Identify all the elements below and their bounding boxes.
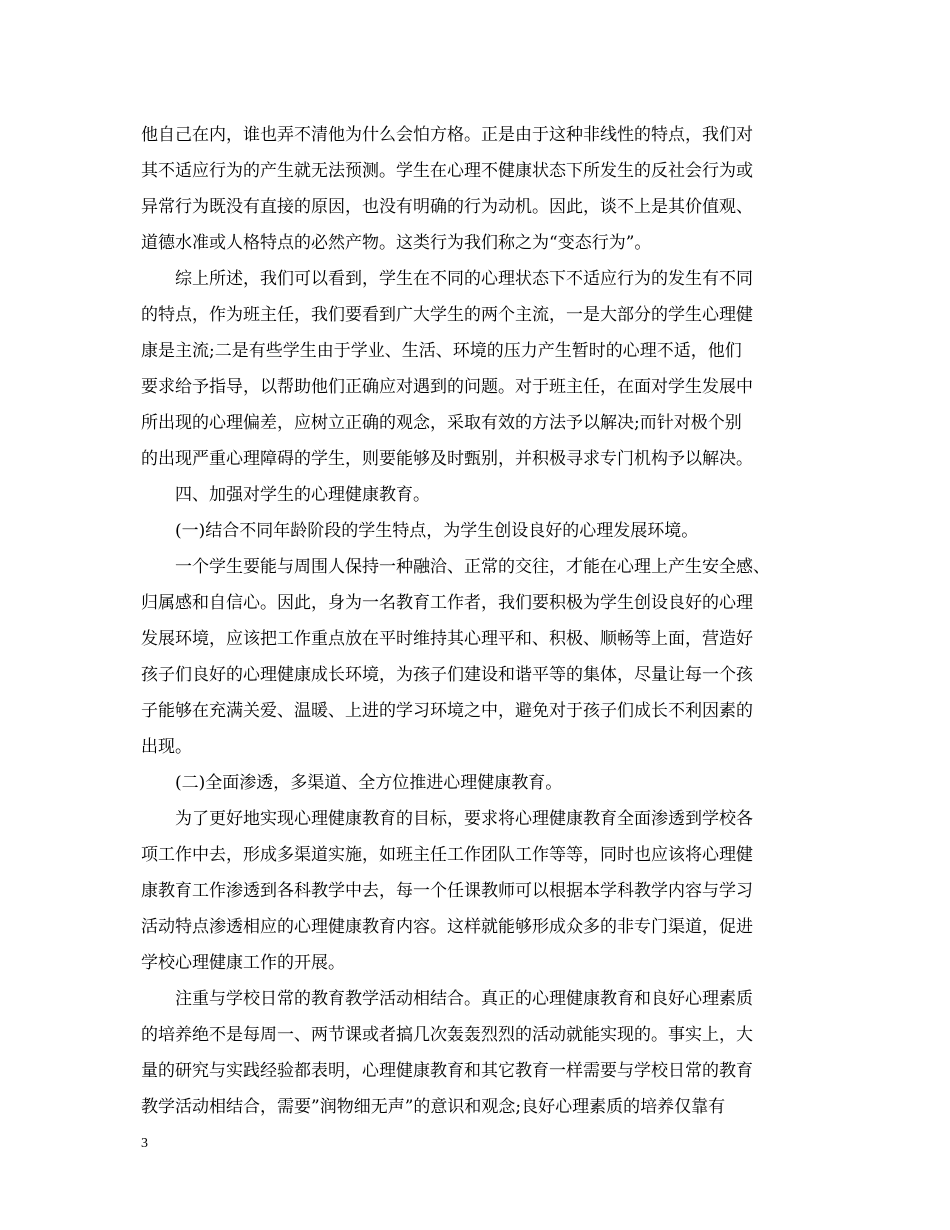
text-line: 其不适应行为的产生就无法预测。学生在心理不健康状态下所发生的反社会行为或 xyxy=(141,161,753,181)
text-line: 孩子们良好的心理健康成长环境，为孩子们建设和谐平等的集体，尽量让每一个孩 xyxy=(141,665,753,685)
text-line: 活动特点渗透相应的心理健康教育内容。这样就能够形成众多的非专门渠道，促进 xyxy=(141,917,753,937)
text-line: 康教育工作渗透到各科教学中去，每一个任课教师可以根据本学科教学内容与学习 xyxy=(141,881,753,901)
text-line: 一个学生要能与周围人保持一种融洽、正常的交往，才能在心理上产生安全感、 xyxy=(175,557,770,577)
text-line: 教学活动相结合，需要”润物细无声”的意识和观念;良好心理素质的培养仅靠有 xyxy=(141,1097,726,1117)
text-line: (二)全面渗透，多渠道、全方位推进心理健康教育。 xyxy=(175,773,563,793)
text-line: 子能够在充满关爱、温暖、上进的学习环境之中，避免对于孩子们成长不利因素的 xyxy=(141,701,753,721)
text-line: 异常行为既没有直接的原因，也没有明确的行为动机。因此，谈不上是其价值观、 xyxy=(141,197,753,217)
text-line: 的出现严重心理障碍的学生，则要能够及时甄别，并积极寻求专门机构予以解决。 xyxy=(141,449,753,469)
text-line: 的培养绝不是每周一、两节课或者搞几次轰轰烈烈的活动就能实现的。事实上，大 xyxy=(141,1025,753,1045)
text-line: 注重与学校日常的教育教学活动相结合。真正的心理健康教育和良好心理素质 xyxy=(175,989,753,1009)
text-line: 归属感和自信心。因此，身为一名教育工作者，我们要积极为学生创设良好的心理 xyxy=(141,593,753,613)
text-line: 的特点，作为班主任，我们要看到广大学生的两个主流，一是大部分的学生心理健 xyxy=(141,305,753,325)
text-line: 道德水准或人格特点的必然产物。这类行为我们称之为“变态行为”。 xyxy=(141,233,652,253)
text-line: 出现。 xyxy=(141,737,192,757)
document-body xyxy=(141,117,823,1125)
text-line: 项工作中去，形成多渠道实施，如班主任工作团队工作等等，同时也应该将心理健 xyxy=(141,845,753,865)
text-line: (一)结合不同年龄阶段的学生特点，为学生创设良好的心理发展环境。 xyxy=(175,521,699,541)
text-line: 他自己在内，谁也弄不清他为什么会怕方格。正是由于这种非线性的特点，我们对 xyxy=(141,125,753,145)
text-line: 量的研究与实践经验都表明，心理健康教育和其它教育一样需要与学校日常的教育 xyxy=(141,1061,753,1081)
text-line: 要求给予指导，以帮助他们正确应对遇到的问题。对于班主任，在面对学生发展中 xyxy=(141,377,753,397)
text-line: 康是主流;二是有些学生由于学业、生活、环境的压力产生暂时的心理不适，他们 xyxy=(141,341,742,361)
page-number: 3 xyxy=(141,1136,148,1151)
text-line: 发展环境，应该把工作重点放在平时维持其心理平和、积极、顺畅等上面，营造好 xyxy=(141,629,753,649)
text-line: 为了更好地实现心理健康教育的目标，要求将心理健康教育全面渗透到学校各 xyxy=(175,809,753,829)
text-line: 综上所述，我们可以看到，学生在不同的心理状态下不适应行为的发生有不同 xyxy=(175,269,753,289)
text-line: 四、加强对学生的心理健康教育。 xyxy=(175,485,430,505)
text-line: 学校心理健康工作的开展。 xyxy=(141,953,345,973)
text-line: 所出现的心理偏差，应树立正确的观念，采取有效的方法予以解决;而针对极个别 xyxy=(141,413,742,433)
